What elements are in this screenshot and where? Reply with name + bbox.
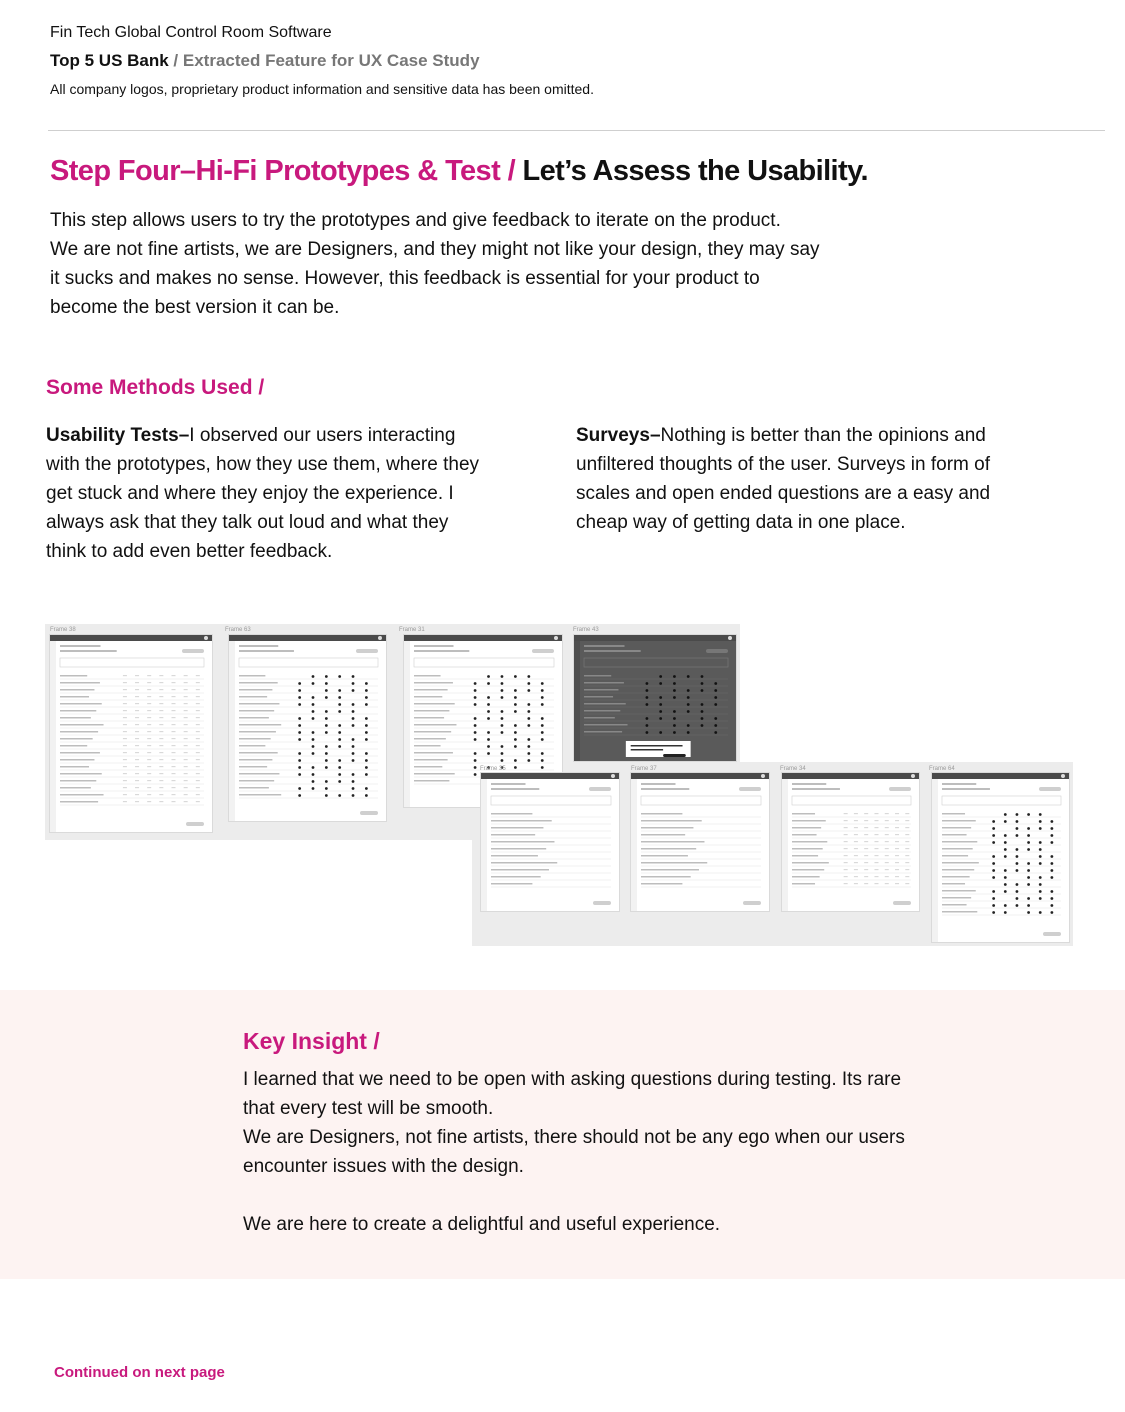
intro-line: it sucks and makes no sense. However, this feedback is essential for your product to [50, 268, 760, 289]
prototype-frame [573, 634, 737, 762]
document-title: Fin Tech Global Control Room Software [50, 24, 332, 41]
subtitle-strong: Top 5 US Bank [50, 51, 169, 70]
surveys-text: Nothing is better than the opinions and unfiltered thoughts of the user. Surveys in form of scales and open ended questions are a easy and cheap way of getting data in one place. [576, 425, 991, 533]
frame-label: Frame 64 [929, 766, 955, 772]
frame-label: Frame 35 [480, 766, 506, 772]
section-title-accent: Step Four–Hi-Fi Prototypes & Test / [50, 155, 523, 187]
disclaimer-note: All company logos, proprietary product information and sensitive data has been omitted. [50, 81, 594, 97]
wireframe-miniature [50, 635, 212, 832]
frame-label: Frame 38 [50, 627, 76, 633]
wireframe-miniature [481, 773, 619, 911]
frame-label: Frame 43 [573, 627, 599, 633]
wireframe-miniature [631, 773, 769, 911]
section-title-rest: Let’s Assess the Usability. [522, 155, 868, 187]
surveys-block [576, 421, 1031, 537]
intro-line: become the best version it can be. [50, 297, 340, 318]
insight-line: We are here to create a delightful and useful experience. [243, 1214, 721, 1235]
frame-label: Frame 31 [399, 627, 425, 633]
intro-line: We are not fine artists, we are Designers, and they might not like your design, they may say [50, 239, 820, 260]
insight-line: I learned that we need to be open with asking questions during testing. Its rare [243, 1069, 902, 1090]
insight-spacer [243, 1181, 1003, 1210]
usability-tests-text: I observed our users interacting with the prototypes, how they use them, where they get stuck and where they enjoy the experience. I always ask that they talk out loud and what they think to add even better feedback. [46, 425, 480, 562]
prototype-frame [480, 772, 620, 912]
wireframe-miniature [574, 635, 736, 761]
wireframe-miniature [932, 773, 1069, 942]
intro-paragraph [50, 206, 910, 322]
usability-tests-label: Usability Tests– [46, 425, 190, 446]
key-insight-heading: Key Insight / [243, 1028, 380, 1054]
insight-line: that every test will be smooth. [243, 1098, 494, 1119]
prototype-frame [228, 634, 387, 822]
usability-tests-block [46, 421, 486, 566]
subtitle-rest: / Extracted Feature for UX Case Study [168, 51, 480, 70]
prototype-frame [49, 634, 213, 833]
methods-heading: Some Methods Used / [46, 376, 265, 399]
insight-line: encounter issues with the design. [243, 1156, 524, 1177]
intro-line: This step allows users to try the prototypes and give feedback to iterate on the product. [50, 210, 781, 231]
wireframe-miniature [782, 773, 919, 911]
insight-line: We are Designers, not fine artists, there should not be any ego when our users [243, 1127, 905, 1148]
surveys-label: Surveys– [576, 425, 661, 446]
wireframe-miniature [229, 635, 386, 821]
prototype-frame [630, 772, 770, 912]
continued-link[interactable]: Continued on next page [54, 1364, 225, 1381]
key-insight-body [243, 1065, 1003, 1239]
frame-label: Frame 34 [780, 766, 806, 772]
divider [48, 130, 1105, 131]
frame-label: Frame 63 [225, 627, 251, 633]
prototype-frame [931, 772, 1070, 943]
prototype-frame [781, 772, 920, 912]
document-subtitle [50, 51, 480, 71]
section-title [50, 155, 868, 188]
frame-label: Frame 37 [631, 766, 657, 772]
